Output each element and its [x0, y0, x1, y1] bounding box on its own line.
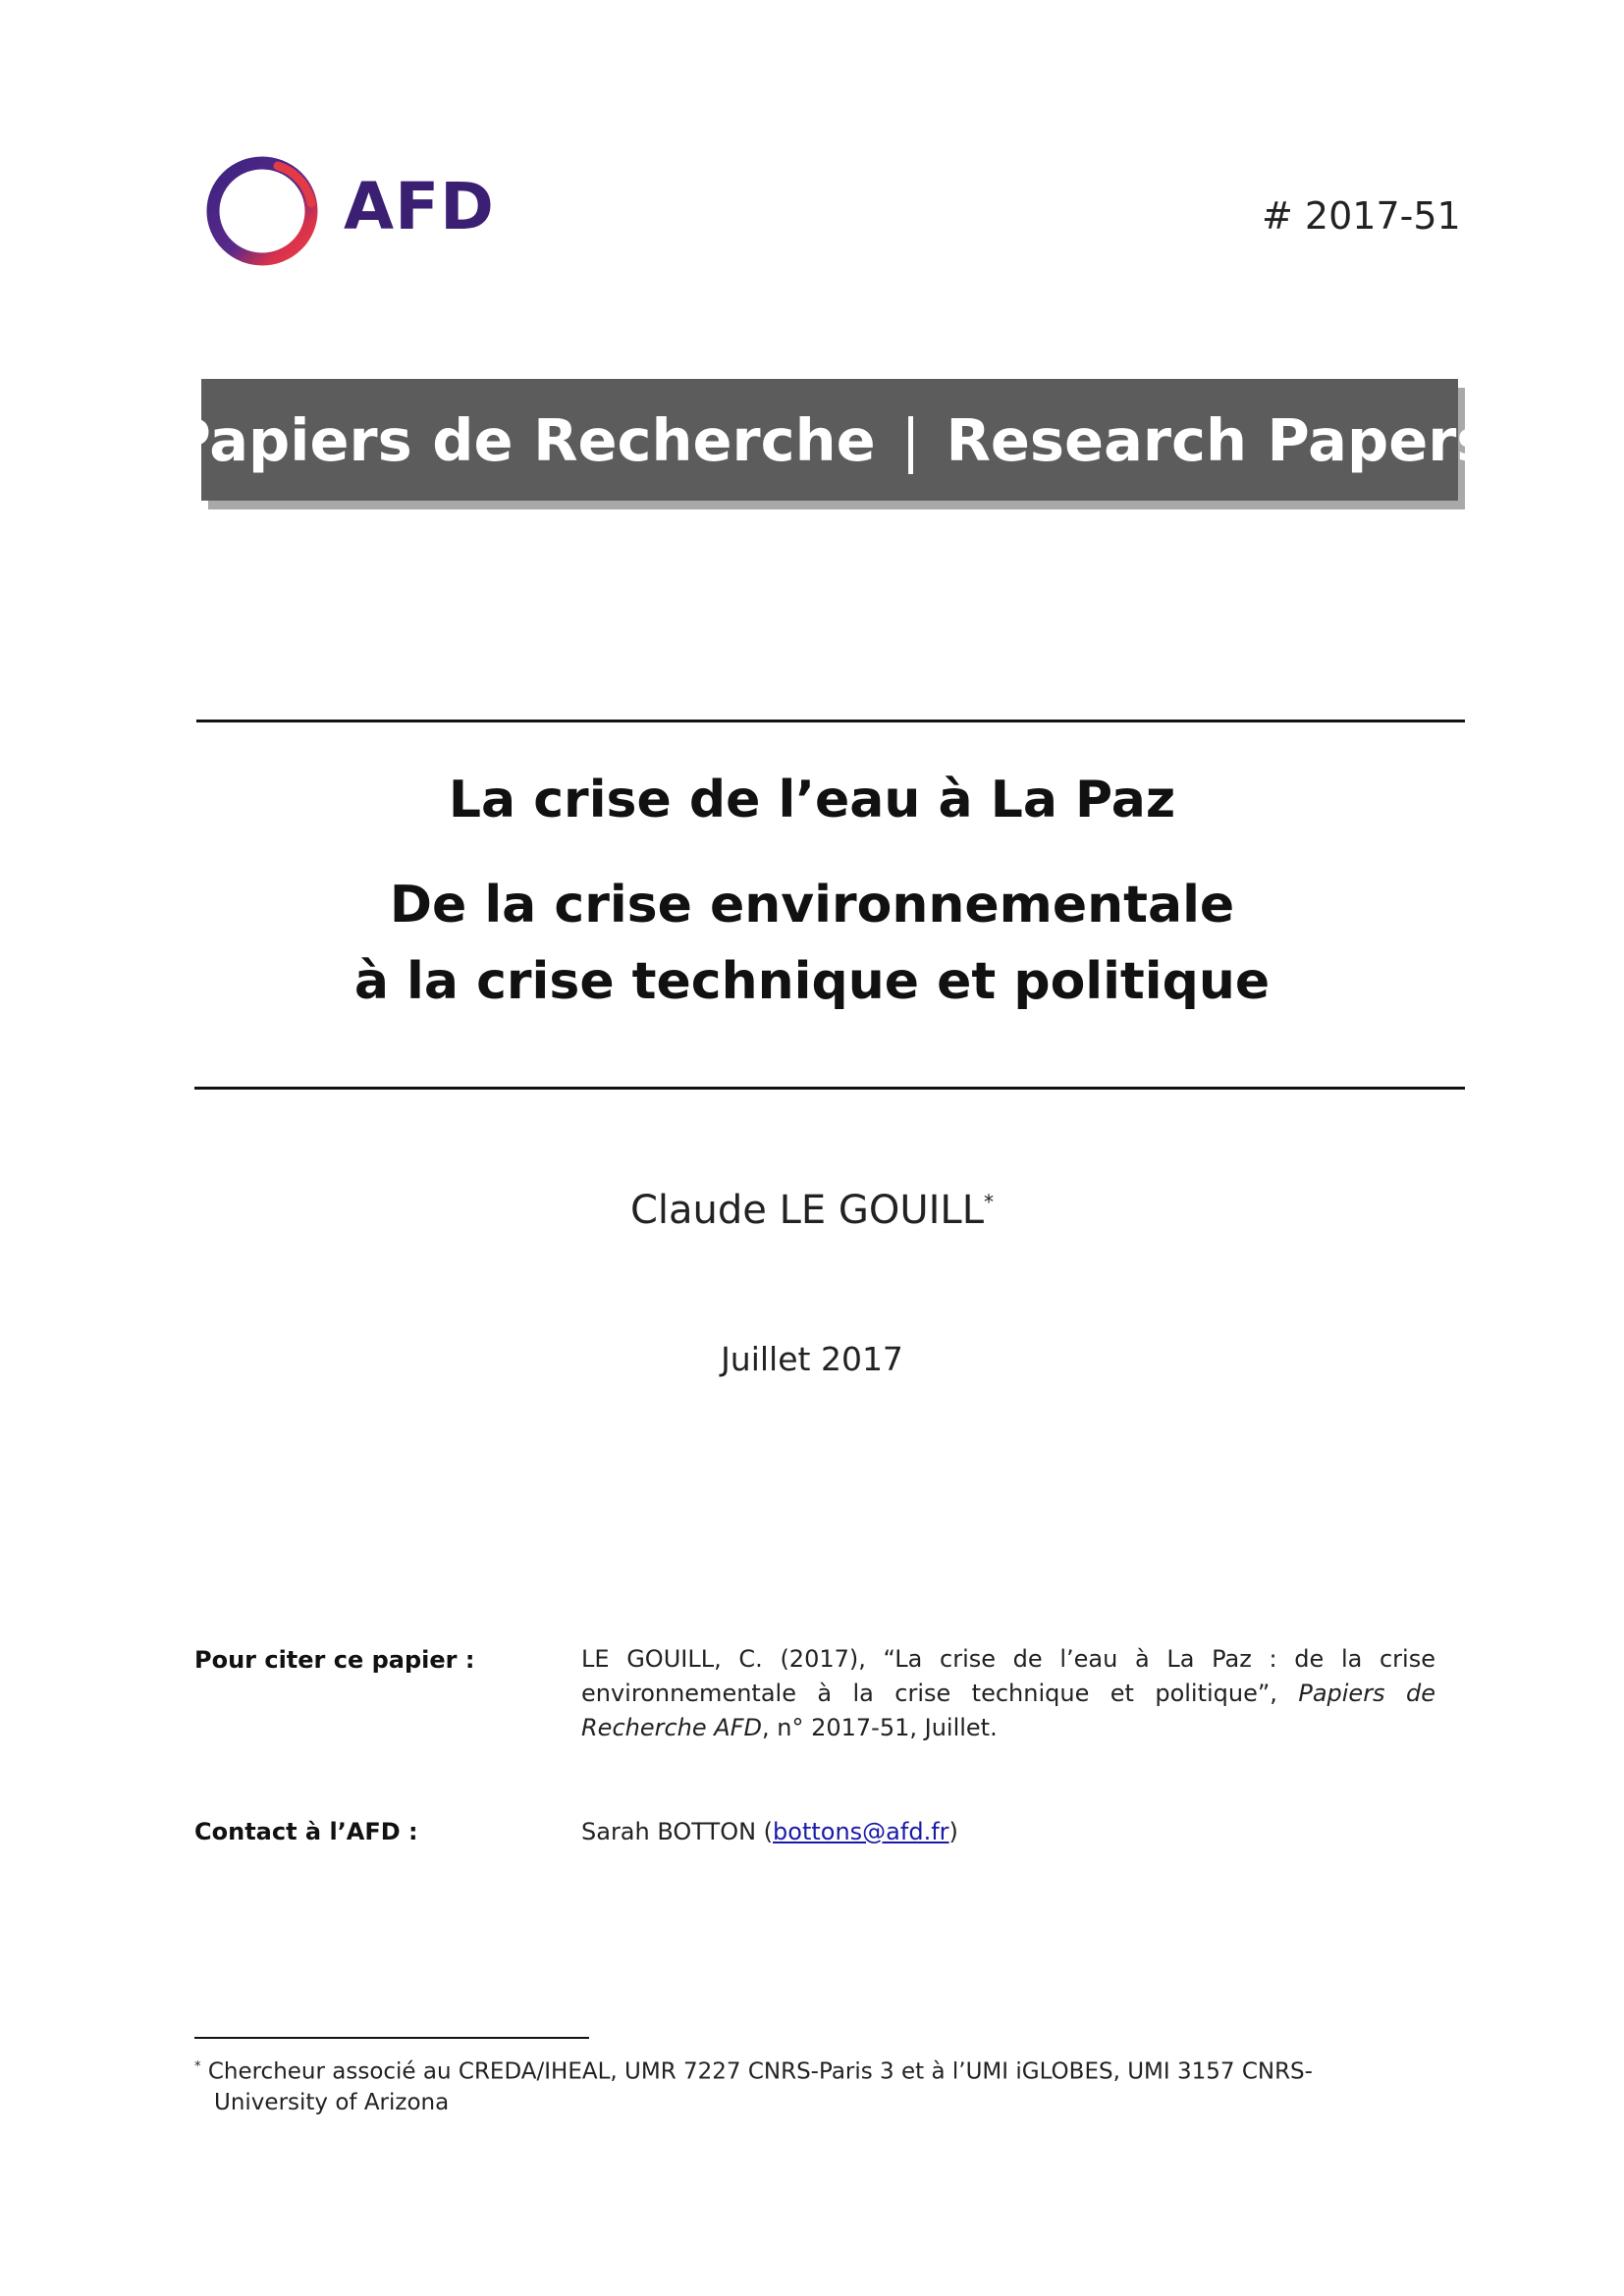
footnote [194, 2052, 1436, 2118]
contact-open-paren: ( [763, 1818, 774, 1845]
banner-english-title: Research Papers [946, 405, 1491, 474]
contact-email-link[interactable]: bottons@afd.fr [773, 1818, 949, 1845]
logo-text: AFD [344, 169, 495, 244]
contact-text [581, 1818, 958, 1845]
author [0, 1188, 1624, 1233]
author-name: Claude LE GOUILL [629, 1188, 985, 1233]
paper-title: La crise de l’eau à La Paz [448, 771, 1176, 829]
citation-text-end: , n° 2017-51, Juillet. [761, 1714, 998, 1741]
series-banner [168, 379, 1491, 501]
title-rule-top [196, 720, 1465, 722]
footnote-line-1: Chercheur associé au CREDA/IHEAL, UMR 7227 CNRS-Paris 3 et à l’UMI iGLOBES, UMI 3157 CNRS- [207, 2058, 1313, 2085]
paper-number: # 2017-51 [1262, 194, 1461, 238]
contact-label: Contact à l’AFD : [194, 1818, 418, 1845]
footnote-marker: * [194, 2059, 201, 2074]
contact-close-paren: ) [948, 1818, 958, 1845]
citation-journal: Papiers de Recherche AFD [581, 1680, 1435, 1741]
publication-date: Juillet 2017 [721, 1340, 903, 1378]
afd-logo-ring-icon [201, 152, 329, 270]
paper-subtitle-line-1: De la crise environnementale [389, 876, 1235, 934]
banner-french-title: Papiers de Recherche [168, 405, 876, 474]
title-rule-bottom [194, 1087, 1465, 1090]
footnote-line-2: University of Arizona [214, 2089, 450, 2115]
footnote-rule [194, 2037, 589, 2039]
citation-label: Pour citer ce papier : [194, 1646, 475, 1674]
contact-name: Sarah BOTTON [581, 1818, 757, 1845]
citation-text [581, 1642, 1435, 1745]
paper-subtitle-line-2: à la crise technique et politique [353, 952, 1271, 1011]
author-footnote-marker: * [984, 1190, 995, 1214]
citation-text-start: LE GOUILL, C. (2017), “La crise de l’eau à La Paz : de la crise environnementale à la crise technique et politique”, [581, 1645, 1435, 1707]
banner-separator: | [900, 405, 921, 474]
